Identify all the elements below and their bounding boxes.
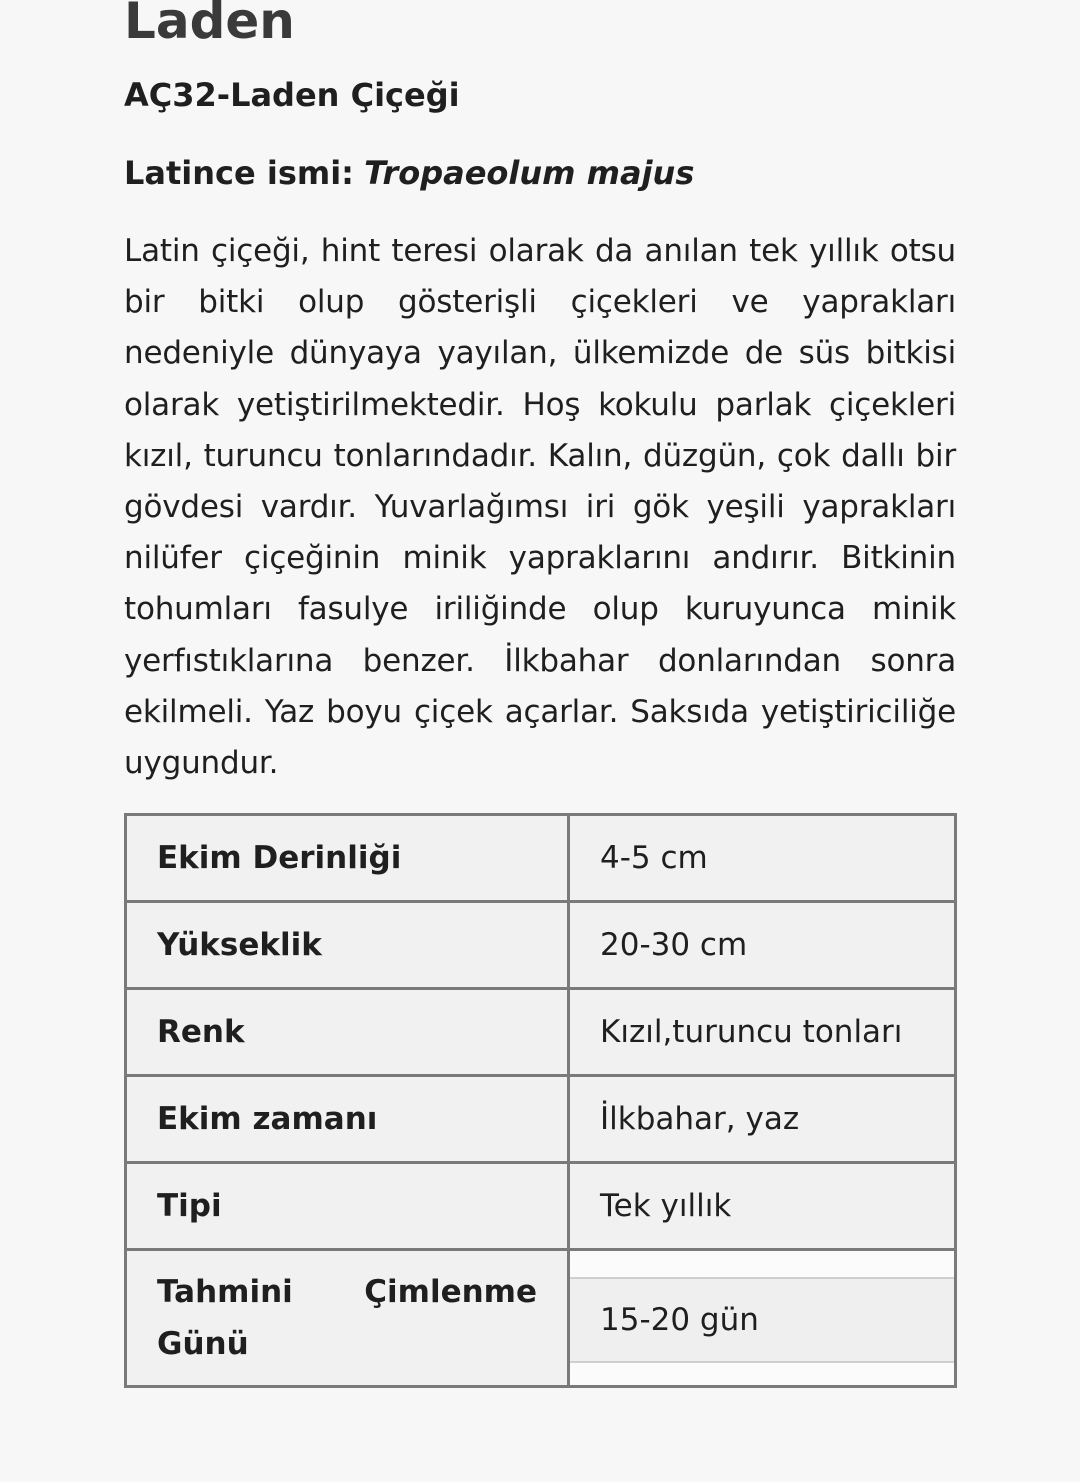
property-key: Ekim Derinliği xyxy=(126,815,569,902)
table-row xyxy=(126,1076,956,1163)
latin-name-value: Tropaeolum majus xyxy=(364,154,695,192)
property-value: Kızıl,turuncu tonları xyxy=(569,989,956,1076)
property-key: Tahmini Çimlenme Günü xyxy=(126,1250,569,1387)
properties-table xyxy=(124,813,957,1388)
table-row xyxy=(126,989,956,1076)
table-row xyxy=(126,902,956,989)
table-row xyxy=(126,1163,956,1250)
product-title: AÇ32-Laden Çiçeği xyxy=(124,76,460,114)
property-key: Renk xyxy=(126,989,569,1076)
property-value-cell xyxy=(569,1250,956,1387)
property-value: İlkbahar, yaz xyxy=(569,1076,956,1163)
page-heading: Laden xyxy=(124,0,295,50)
property-key: Tipi xyxy=(126,1163,569,1250)
table-row xyxy=(126,815,956,902)
table-row xyxy=(126,1250,956,1387)
property-key: Ekim zamanı xyxy=(126,1076,569,1163)
property-value: 20-30 cm xyxy=(569,902,956,989)
property-value: 15-20 gün xyxy=(570,1277,954,1363)
latin-name-label: Latince ismi: xyxy=(124,154,354,192)
property-value: 4-5 cm xyxy=(569,815,956,902)
latin-name-line xyxy=(124,152,694,194)
product-description: Latin çiçeği, hint teresi olarak da anılan tek yıllık otsu bir bitki olup gösterişli çiçekleri ve yaprakları nedeniyle dünyaya yayılan, ülkemizde de süs bitkisi olarak yetiştirilmektedir. Hoş kokulu parlak çiçekleri kızıl, turuncu tonlarındadır. Kalın, düzgün, çok dallı bir gövdesi vardır. Yuvarlağımsı iri gök yeşili yaprakları nilüfer çiçeğinin minik yapraklarını andırır. Bitkinin tohumları fasulye iriliğinde olup kuruyunca minik yerfıstıklarına benzer. İlkbahar donlarından sonra ekilmeli. Yaz boyu çiçek açarlar. Saksıda yetiştiriciliğe uygundur. xyxy=(124,233,956,782)
property-value: Tek yıllık xyxy=(569,1163,956,1250)
property-key: Yükseklik xyxy=(126,902,569,989)
